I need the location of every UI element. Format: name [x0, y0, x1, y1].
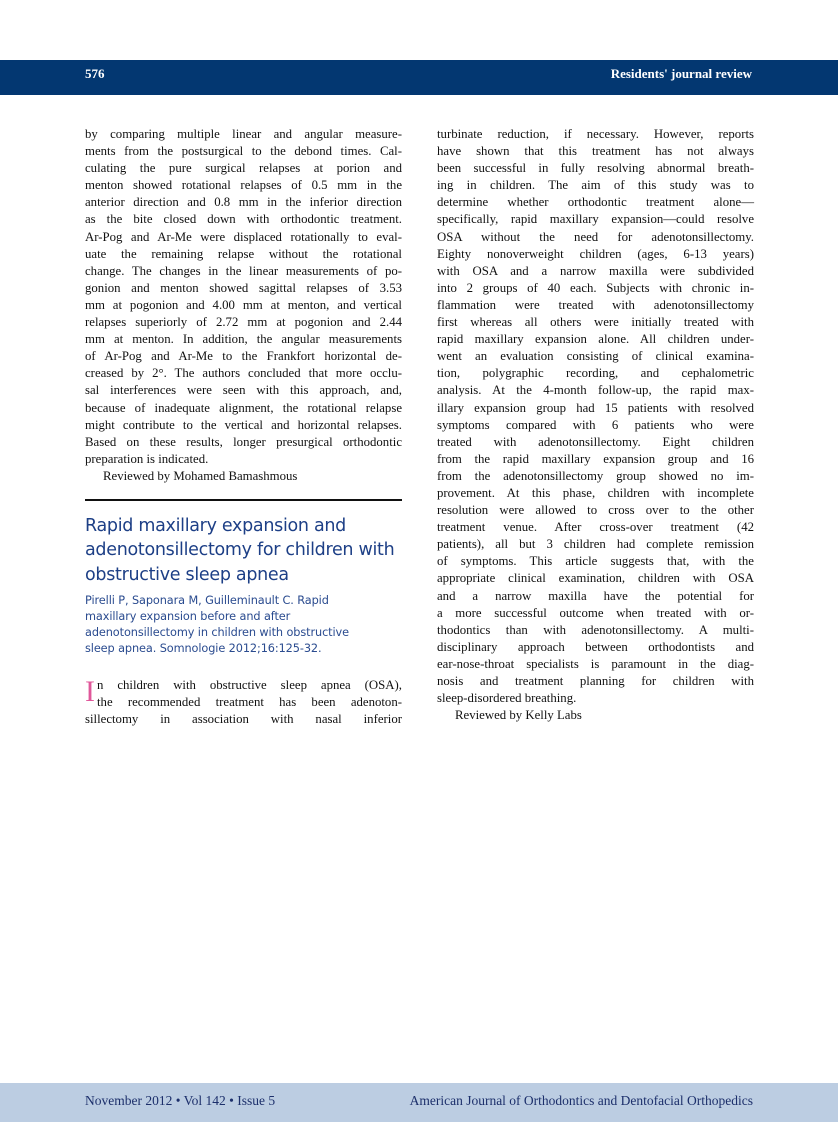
title-line: adenotonsillectomy for children with	[85, 540, 395, 561]
text-line: relapses superiorly of 2.72 mm at pogonion and 2.44	[85, 315, 402, 330]
citation-line: Pirelli P, Saponara M, Guilleminault C. Rapid	[85, 594, 329, 608]
text-line: been successful in fully resolving abnormal breath-	[437, 161, 754, 176]
text-line: sillectomy in association with nasal inferior	[85, 711, 402, 726]
text-line: treatment venue. After cross-over treatment (42	[437, 520, 754, 535]
text-line: ments from the postsurgical to the debond times. Cal-	[85, 144, 402, 159]
citation-line: sleep apnea. Somnologie 2012;16:125-32.	[85, 641, 322, 655]
text-line: from the rapid maxillary expansion group and 16	[437, 451, 754, 466]
text-line: determine whether orthodontic treatment alone—	[437, 195, 754, 210]
text-line: and a narrow maxilla have the potential for	[437, 588, 754, 603]
article-body-start	[85, 674, 402, 728]
text-line: might contribute to the vertical and horizontal relapses.	[85, 417, 402, 432]
page-number: 576	[85, 66, 105, 81]
reviewer-byline: Reviewed by Mohamed Bamashmous	[103, 468, 298, 483]
drop-cap: I	[85, 674, 95, 708]
text-line: n children with obstructive sleep apnea (OSA),	[97, 677, 402, 692]
text-line: Eighty nonoverweight children (ages, 6-13 years)	[437, 246, 754, 261]
text-line: sal interferences were seen with this approach, and,	[85, 383, 402, 398]
text-line: uate the remaining relapse without the rotational	[85, 246, 402, 261]
text-line: of Ar-Pog and Ar-Me to the Frankfort horizontal de-	[85, 349, 402, 364]
text-line: culating the pure surgical relapses at porion and	[85, 161, 402, 176]
right-column	[437, 126, 754, 724]
article-title	[85, 514, 402, 588]
text-line: treated with adenotonsillectomy. Eight children	[437, 434, 754, 449]
text-line: from the adenotonsillectomy group showed no im-	[437, 468, 754, 483]
text-line: nosis and treatment planning for children with	[437, 674, 754, 688]
text-line: OSA without the need for adenotonsillectomy.	[437, 229, 754, 244]
text-line: disciplinary approach between orthodontists and	[437, 639, 754, 654]
text-line: flammation were treated with adenotonsillectomy	[437, 297, 754, 312]
text-line: by comparing multiple linear and angular measure-	[85, 127, 402, 141]
text-line: illary expansion group had 15 patients with resolved	[437, 400, 754, 415]
citation-line: adenotonsillectomy in children with obstructive	[85, 626, 349, 640]
text-line: menton showed rotational relapses of 0.5 mm in the	[85, 178, 402, 193]
text-line: provement. At this phase, children with incomplete	[437, 485, 754, 500]
text-line: tion, polygraphic recording, and cephalometric	[437, 366, 754, 381]
previous-review-text	[85, 126, 402, 468]
text-line: of symptoms. This article suggests that, with the	[437, 554, 754, 569]
title-line: Rapid maxillary expansion and	[85, 515, 346, 536]
text-line: because of inadequate alignment, the rotational relapse	[85, 400, 402, 415]
text-line: the recommended treatment has been adenoton-	[97, 694, 402, 709]
section-divider	[85, 499, 402, 501]
text-line: Based on these results, longer presurgical orthodontic	[85, 434, 402, 449]
reviewer-byline: Reviewed by Kelly Labs	[455, 708, 582, 723]
text-line: patients), all but 3 children had complete remission	[437, 537, 754, 552]
text-line: ing in children. The aim of this study was to	[437, 178, 754, 193]
text-line: anterior direction and 0.8 mm in the inferior direction	[85, 195, 402, 210]
left-column	[85, 126, 402, 728]
text-line: change. The changes in the linear measurements of po-	[85, 263, 402, 278]
text-line: mm at menton. In addition, the angular measurements	[85, 332, 402, 347]
page-footer	[0, 1083, 838, 1122]
text-line: have shown that this treatment has not always	[437, 144, 754, 159]
issue-info: November 2012 • Vol 142 • Issue 5	[85, 1093, 276, 1108]
text-line: creased by 2°. The authors concluded that more occlu-	[85, 366, 402, 381]
citation-line: maxillary expansion before and after	[85, 610, 291, 624]
text-line: ear-nose-throat specialists is paramount in the diag-	[437, 656, 754, 671]
text-line: resolution were allowed to cross over to the other	[437, 503, 754, 518]
text-line: preparation is indicated.	[85, 451, 209, 466]
section-title: Residents' journal review	[610, 66, 752, 81]
text-line: rapid maxillary expansion alone. All children under-	[437, 332, 754, 347]
text-line: with OSA and a narrow maxilla were subdivided	[437, 263, 754, 278]
text-line: turbinate reduction, if necessary. However, reports	[437, 127, 754, 141]
text-line: went an evaluation consisting of clinical examina-	[437, 349, 754, 364]
article-citation	[85, 593, 402, 656]
article-body-continued	[437, 126, 754, 707]
text-line: sleep-disordered breathing.	[437, 691, 577, 706]
title-line: obstructive sleep apnea	[85, 564, 289, 585]
text-line: gonion and menton showed sagittal relapses of 3.53	[85, 280, 402, 295]
text-line: specifically, rapid maxillary expansion—could resolve	[437, 212, 754, 227]
text-line: appropriate clinical examination, children with OSA	[437, 571, 754, 586]
journal-name: American Journal of Orthodontics and Dentofacial Orthopedics	[409, 1093, 753, 1108]
text-line: Ar-Pog and Ar-Me were displaced rotationally to eval-	[85, 229, 402, 244]
text-line: analysis. At the 4-month follow-up, the rapid max-	[437, 383, 754, 398]
text-line: symptoms compared with 6 patients who were	[437, 417, 754, 432]
text-line: first whereas all others were initially treated with	[437, 315, 754, 330]
text-line: mm at pogonion and 4.00 mm at menton, and vertical	[85, 297, 402, 312]
page-header	[0, 60, 838, 95]
text-line: a more successful outcome when treated with or-	[437, 605, 754, 620]
text-line: into 2 groups of 40 each. Subjects with chronic in-	[437, 280, 754, 295]
text-line: thodontics than with adenotonsillectomy. A multi-	[437, 622, 754, 637]
text-line: as the bite closed down with orthodontic treatment.	[85, 212, 402, 227]
